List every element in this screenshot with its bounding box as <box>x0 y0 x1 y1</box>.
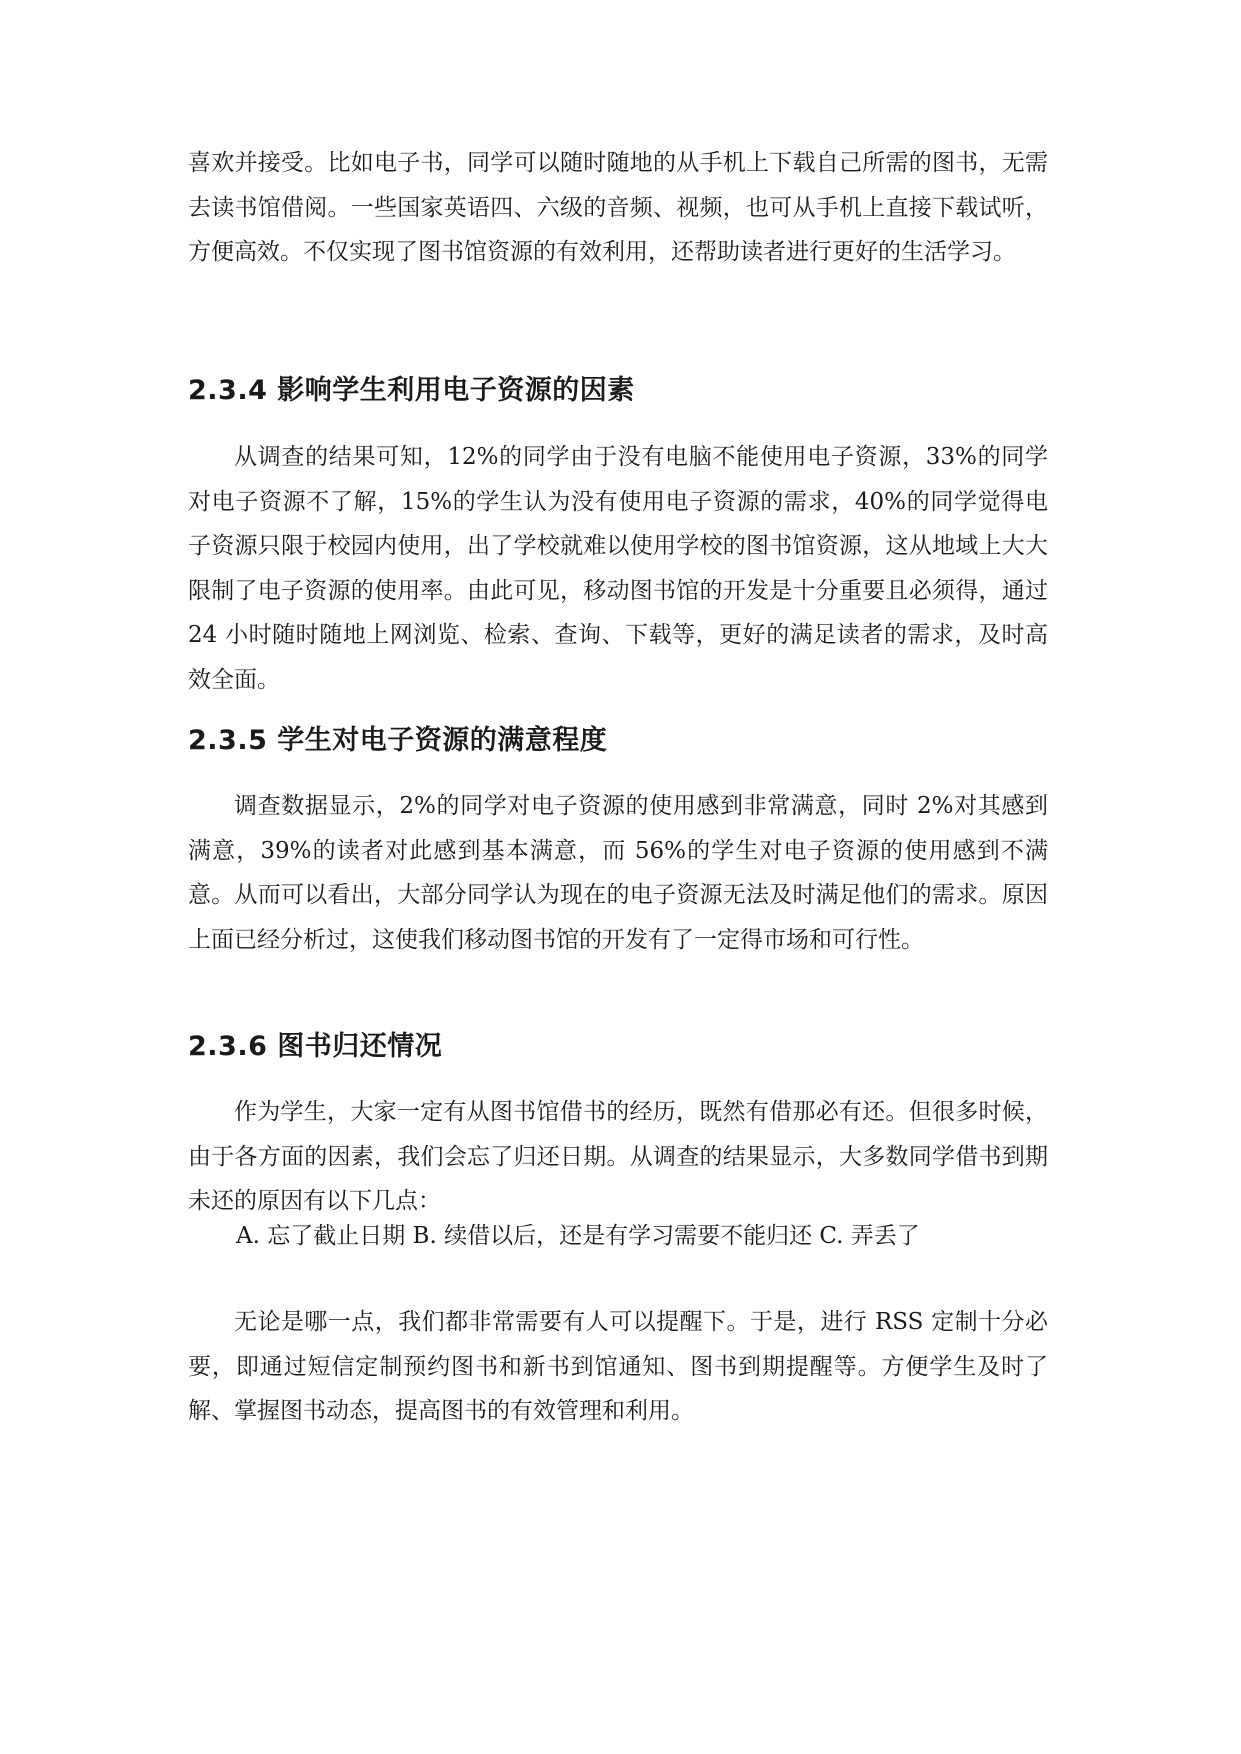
section-paragraph-2-3-6: 作为学生，大家一定有从图书馆借书的经历，既然有借那必有还。但很多时候，由于各方面的因素，我们会忘了归还日期。从调查的结果显示，大多数同学借书到期未还的原因有以下几点： <box>188 1099 1048 1214</box>
section-paragraph-2-3-5: 调查数据显示，2%的同学对电子资源的使用感到非常满意，同时 2%对其感到满意，39%的读者对此感到基本满意，而 56%的学生对电子资源的使用感到不满意。从而可以看出，大部分同学认为现在的电子资源无法及时满足他们的需求。原因上面已经分析过，这使我们移动图书馆的开发有了一定得市场和可行性。 <box>188 793 1048 953</box>
intro-paragraph: 喜欢并接受。比如电子书，同学可以随时随地的从手机上下载自己所需的图书，无需去读书馆借阅。一些国家英语四、六级的音频、视频，也可从手机上直接下载试听，方便高效。不仅实现了图书馆资源的有效利用，还帮助读者进行更好的生活学习。 <box>188 150 1048 265</box>
section-heading-2-3-6: 2.3.6 图书归还情况 <box>188 1031 443 1062</box>
reasons-options-line: A. 忘了截止日期 B. 续借以后，还是有学习需要不能归还 C. 弄丢了 <box>236 1223 920 1249</box>
section-heading-2-3-5: 2.3.5 学生对电子资源的满意程度 <box>188 725 608 756</box>
section-closing-paragraph: 无论是哪一点，我们都非常需要有人可以提醒下。于是，进行 RSS 定制十分必要，即通过短信定制预约图书和新书到馆通知、图书到期提醒等。方便学生及时了解、掌握图书动态，提高图书的有效管理和利用。 <box>188 1309 1048 1424</box>
section-paragraph-2-3-4: 从调查的结果可知，12%的同学由于没有电脑不能使用电子资源，33%的同学对电子资源不了解，15%的学生认为没有使用电子资源的需求，40%的同学觉得电子资源只限于校园内使用，出了学校就难以使用学校的图书馆资源，这从地域上大大限制了电子资源的使用率。由此可见，移动图书馆的开发是十分重要且必须得，通过 24 小时随时随地上网浏览、检索、查询、下载等，更好的满足读者的需求，及时高效全面。 <box>188 444 1048 693</box>
section-heading-2-3-4: 2.3.4 影响学生利用电子资源的因素 <box>188 375 635 406</box>
